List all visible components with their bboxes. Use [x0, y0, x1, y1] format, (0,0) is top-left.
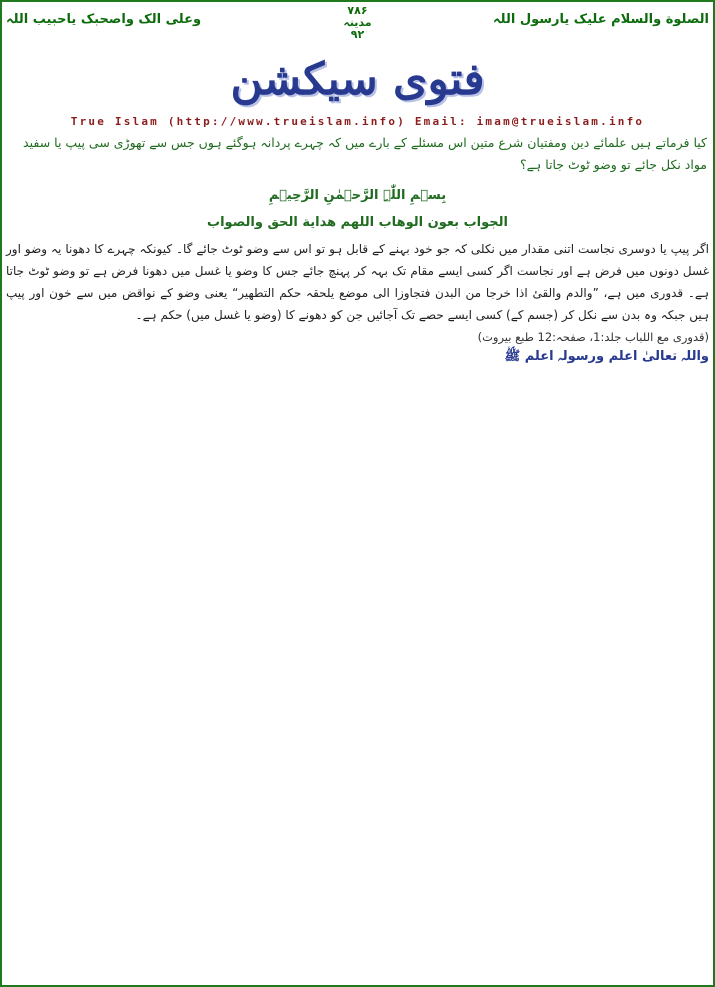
salutation-right: الصلوة والسلام علیک یارسول اللہ [493, 12, 709, 27]
page-title: فتوی سیکشن [230, 54, 485, 105]
emblem-number-bottom: ۹۲ [350, 28, 365, 41]
header-bar [2, 2, 713, 52]
reference-citation: (قدوری مع اللباب جلد:1، صفحہ:12 طبع بیروت) [477, 330, 709, 344]
emblem-text: مدینہ [343, 16, 372, 29]
fatwa-content [6, 132, 709, 367]
answer-heading: الجواب بعون الوهاب اللهم هداية الحق والصواب [207, 215, 508, 230]
bismillah: بِسۡمِ اللّٰہِ الرَّحۡمٰنِ الرَّحِیۡمِ [268, 188, 447, 203]
emblem-number-top: ۷۸۶ [347, 4, 368, 17]
salutation-left: وعلی الک واصحبک یاحبیب اللہ [6, 12, 202, 27]
contact-line: True Islam (http://www.trueislam.info) Email: imam@trueislam.info [70, 115, 645, 128]
closing-line: واللہ تعالیٰ اعلم ورسولہ اعلم ﷺ [504, 349, 709, 364]
question-text: کیا فرماتے ہیں علمائے دین ومفتیان شرع متین اس مسئلے کے بارے میں کہ چہرے پردانہ ہوگئے ہوں جس سے تھوڑی سی پیپ یا سفید مواد نکل جائے تو وضو ٹوٹ جاتا ہے؟ [23, 135, 707, 172]
answer-text: اگر پیپ یا دوسری نجاست اتنی مقدار میں نکلی کہ جو خود بہنے کے قابل ہو تو اس سے وضو ٹوٹ جائے گا۔ کیونکہ چہرے کا دھونا یہ وضو اور غسل دونوں میں فرض ہے اور نجاست اگر کسی ایسے مقام تک بہہ کر پہنچ جائے جس کا وضو یا غسل میں دھونا فرض ہے تو وضو ٹوٹ جاتا ہے۔ قدوری میں ہے، ”والدم والقیٔ اذا خرجا من البدن فتجاوزا الی موضع یلحقہ حکم التطھیر“ یعنی وضو کے نواقض میں سے خون اور پیپ ہیں جبکہ وہ بدن سے نکل کر (جسم کے) کسی ایسے حصے تک آجائیں جن کو دھونے کا (وضو یا غسل میں) حکم ہے۔ [6, 242, 709, 322]
